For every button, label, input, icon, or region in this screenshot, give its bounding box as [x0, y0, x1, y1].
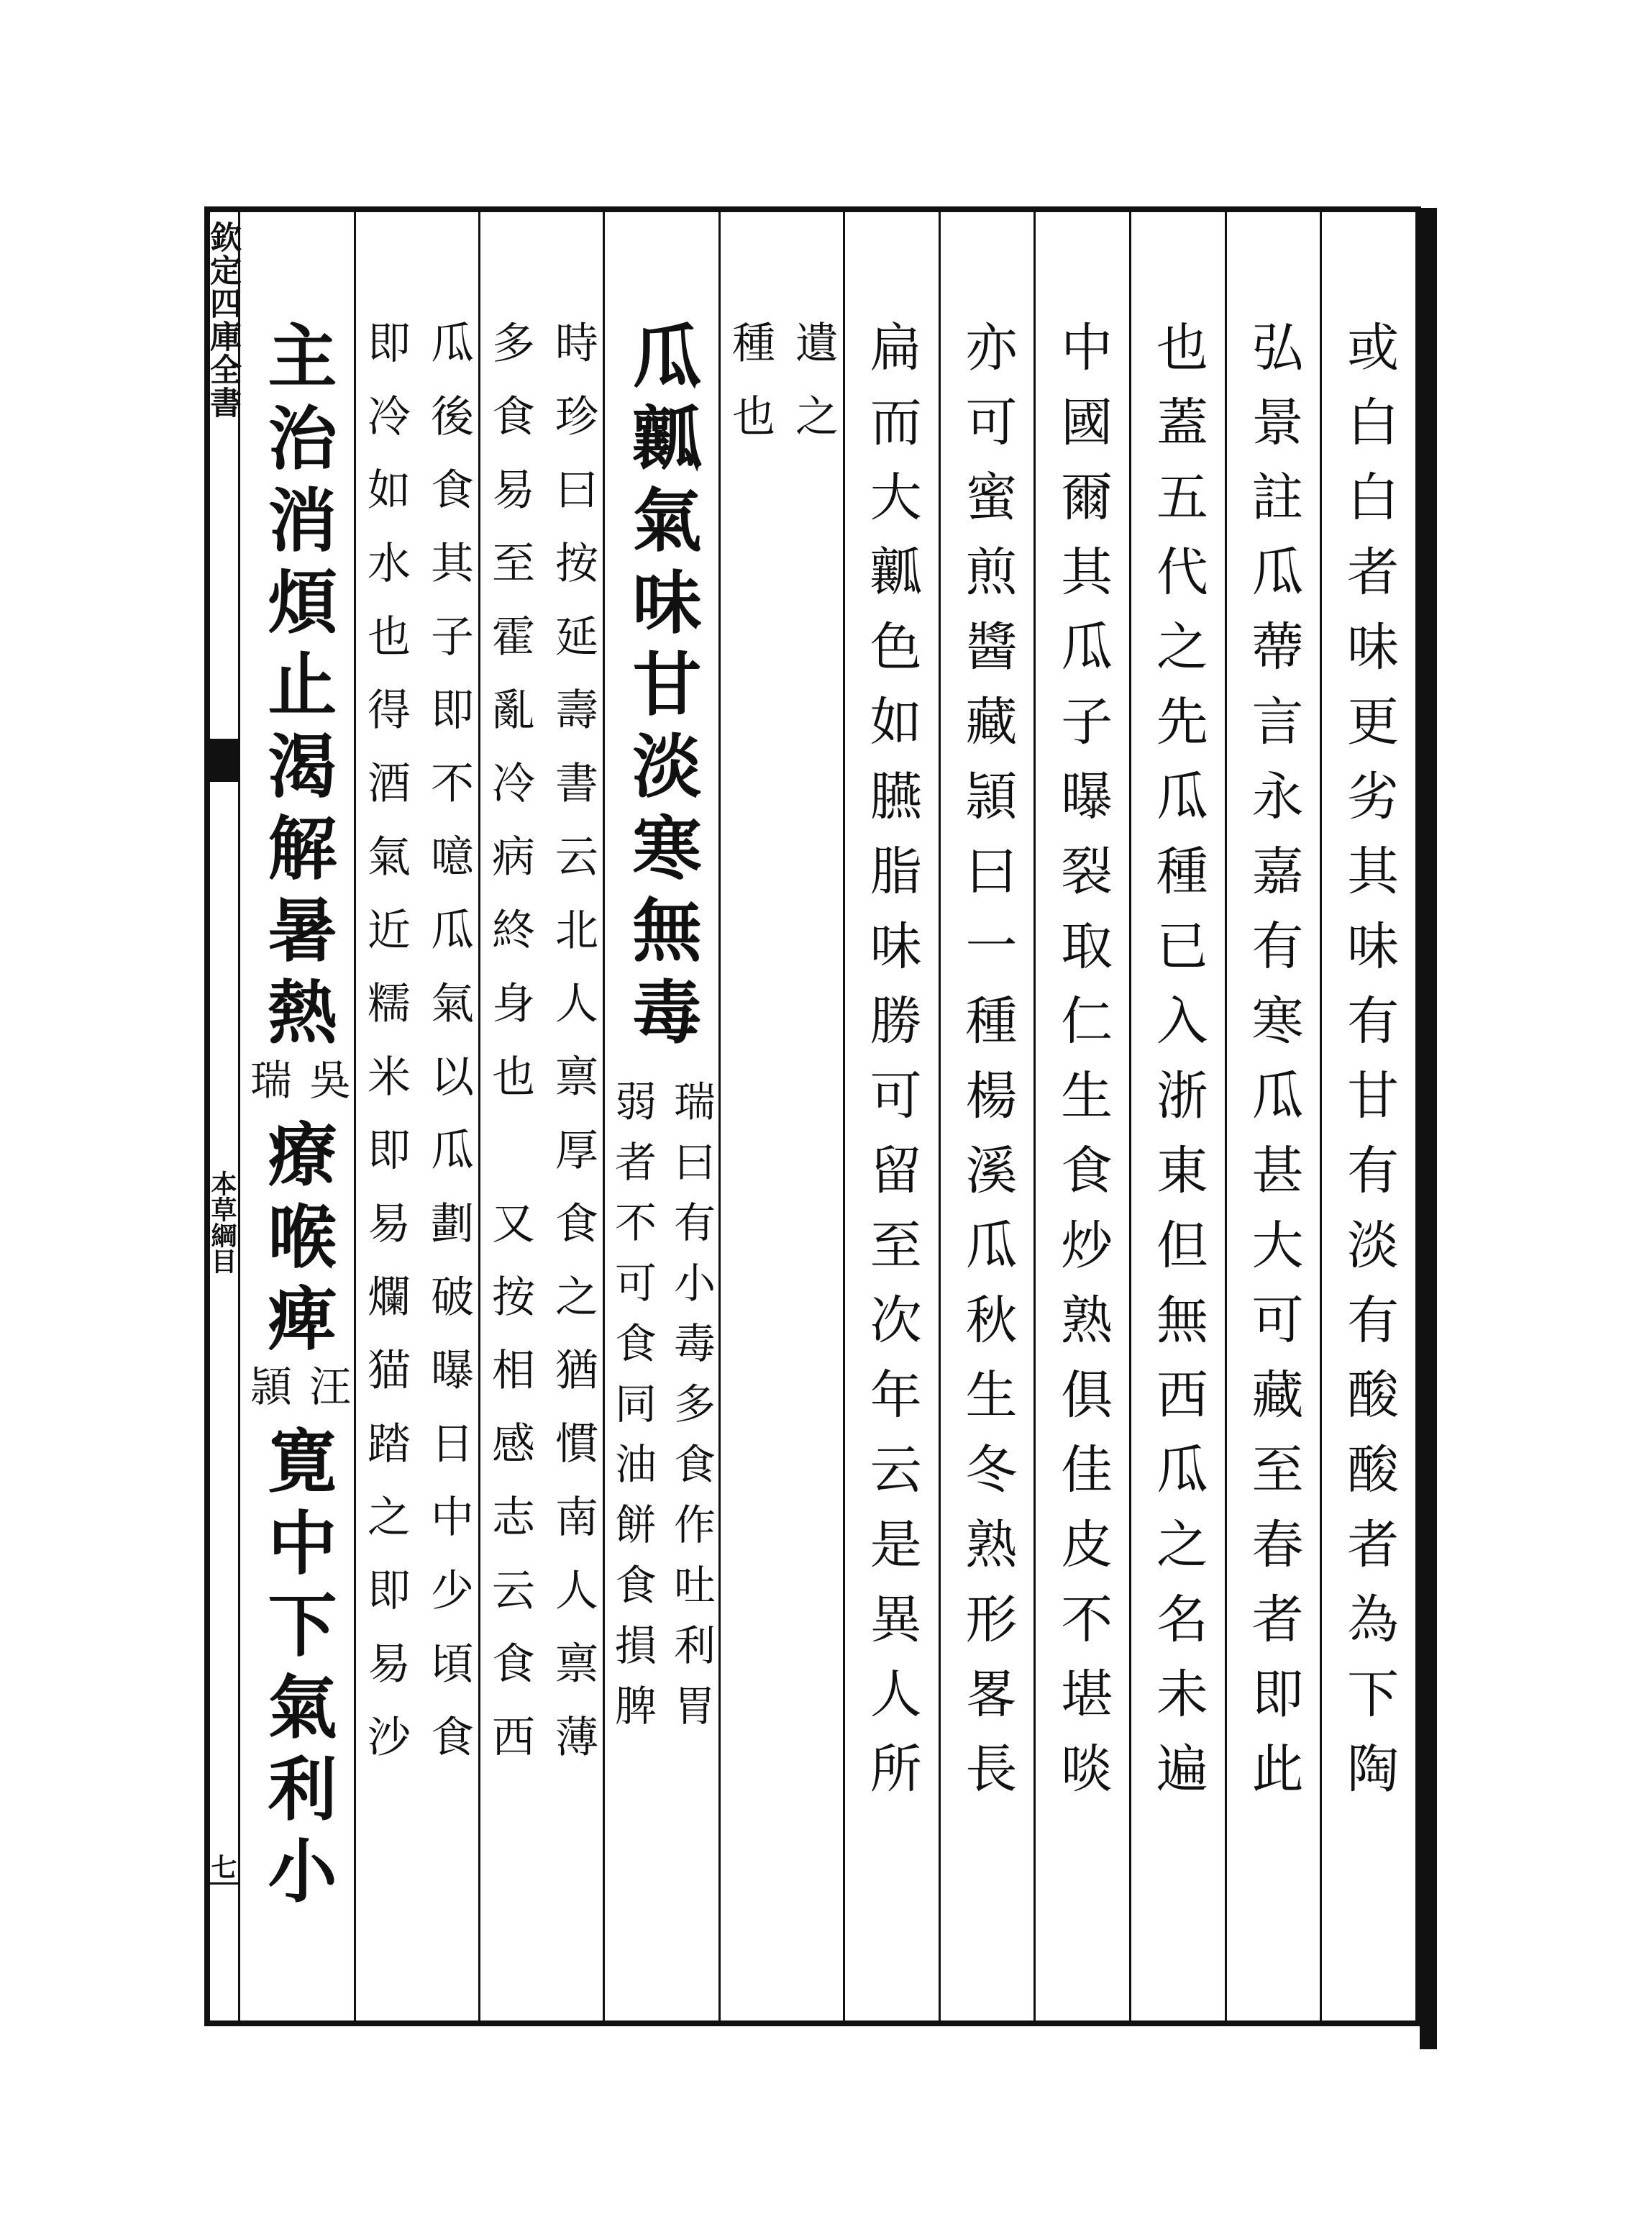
note-line-right: 瑞曰有小毒多食作吐利胃 — [666, 1080, 716, 1744]
column-text: 扁而大瓤色如臙脂味勝可留至次年云是異人所 — [861, 320, 922, 1816]
text-column — [1033, 212, 1129, 2020]
note-line-left: 弱者不可食同油餅食損脾 — [607, 1080, 657, 1744]
text-column — [1320, 212, 1415, 2020]
text-column-commentary — [478, 212, 603, 2020]
entry-heading: 瓜瓤氣味甘淡寒無毒 — [621, 320, 703, 1058]
column-text: 弘景註瓜蔕言永嘉有寒瓜甚大可藏至春者即此 — [1243, 320, 1304, 1816]
margin-book-title: 本草綱目 — [207, 1170, 237, 1274]
fish-tail-mark — [204, 739, 240, 782]
commentary-line-left: 即冷如水也得酒氣近糯米即易爛猫踏之即易沙 — [360, 320, 411, 1787]
text-column — [1225, 212, 1320, 2020]
text-columns — [240, 212, 1415, 2020]
column-text: 或白白者味更劣其味有甘有淡有酸酸者為下陶 — [1338, 320, 1400, 1816]
indications-text-3: 寛中下氣利小 — [256, 1425, 338, 1917]
text-column — [939, 212, 1034, 2020]
source-note-right: 吳 — [301, 1058, 351, 1118]
text-column-heading — [603, 212, 718, 2020]
margin-page-number: 七 — [204, 1854, 240, 1885]
column-text: 中國爾其瓜子曝裂取仁生食炒熟俱佳皮不堪啖 — [1052, 320, 1113, 1816]
margin-collection-title: 欽定四庫全書 — [204, 221, 241, 419]
text-column-commentary — [354, 212, 478, 2020]
commentary-line-right: 時珍曰按延壽書云北人禀厚食之猶慣南人禀薄 — [547, 320, 598, 1787]
commentary-line-right: 瓜後食其子即不噫瓜氣以瓜劃破曝日中少頃食 — [423, 320, 474, 1787]
indications-text-1: 主治消煩止渴解暑熱 — [256, 320, 338, 1058]
source-note-left: 頴 — [242, 1364, 292, 1425]
page-margin-strip — [204, 206, 240, 2026]
indications-text-2: 療喉痺 — [256, 1118, 338, 1364]
source-note-left: 瑞 — [242, 1058, 292, 1118]
commentary-line-left: 多食易至霍亂冷病終身也 又按相感志云食西 — [484, 320, 535, 1787]
text-column-note — [718, 212, 843, 2020]
note-line-right: 遺之 — [788, 320, 839, 467]
source-note-right: 汪 — [301, 1364, 351, 1425]
text-column — [843, 212, 939, 2020]
text-column — [1129, 212, 1225, 2020]
column-text: 亦可蜜煎醬藏頴曰一種楊溪瓜秋生冬熟形畧長 — [957, 320, 1018, 1816]
text-column-indications — [240, 212, 354, 2020]
column-text: 也蓋五代之先瓜種已入浙東但無西瓜之名未遍 — [1147, 320, 1208, 1816]
note-line-left: 種也 — [724, 320, 775, 467]
